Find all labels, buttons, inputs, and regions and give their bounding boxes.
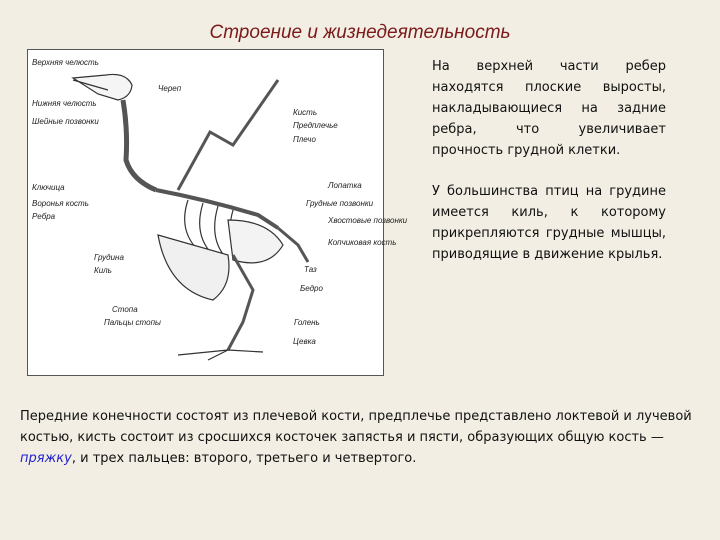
slide-title: Строение и жизнедеятельность [209,22,511,43]
bottom-text-after: , и трех пальцев: второго, третьего и четвертого. [71,451,417,466]
label-hand: Кисть [293,108,318,117]
paragraph-ribs: На верхней части ребер находятся плоские выросты, накладывающиеся на задние ребра, что увеличивает прочность грудной клетки. [432,59,666,158]
label-femur: Бедро [300,284,323,293]
label-thoracic-vertebrae: Грудные позвонки [306,199,374,208]
label-tarsometatarsus: Цевка [293,337,316,346]
label-pelvis: Таз [304,265,317,274]
label-coracoid: Воронья кость [32,199,89,208]
label-caudal-vertebrae: Хвостовые позвонки [328,216,408,225]
bird-skeleton-figure [27,49,408,376]
label-forearm: Предплечье [293,121,338,130]
highlight-term: пряжку [20,451,72,466]
label-humerus: Плечо [293,135,316,144]
label-clavicle: Ключица [32,183,65,192]
label-lower-jaw: Нижняя челюсть [32,99,97,108]
label-pygostyle: Копчиковая кость [328,238,397,247]
paragraph-keel: У большинства птиц на грудине имеется киль, к которому прикрепляются грудные мышцы, приводящие в движение крылья. [432,184,666,262]
label-neck-vertebrae: Шейные позвонки [32,117,99,126]
label-toes: Пальцы стопы [104,318,161,327]
label-keel: Киль [94,266,112,275]
bottom-text-before: Передние конечности состоят из плечевой кости, предплечье представлено локтевой и лучевой костью, кисть состоит из сросшихся косточек запястья и пясти, образующих общую кость — [20,409,692,445]
bottom-text-block [20,406,702,469]
label-tibia: Голень [294,318,320,327]
skull-shape [73,74,132,100]
label-skull: Череп [158,84,182,93]
right-text-block [432,56,666,285]
label-scapula: Лопатка [328,181,362,190]
label-sternum: Грудина [94,253,124,262]
label-upper-jaw: Верхняя челюсть [32,58,99,67]
label-ribs: Ребра [32,212,56,221]
label-foot: Стопа [112,305,138,314]
